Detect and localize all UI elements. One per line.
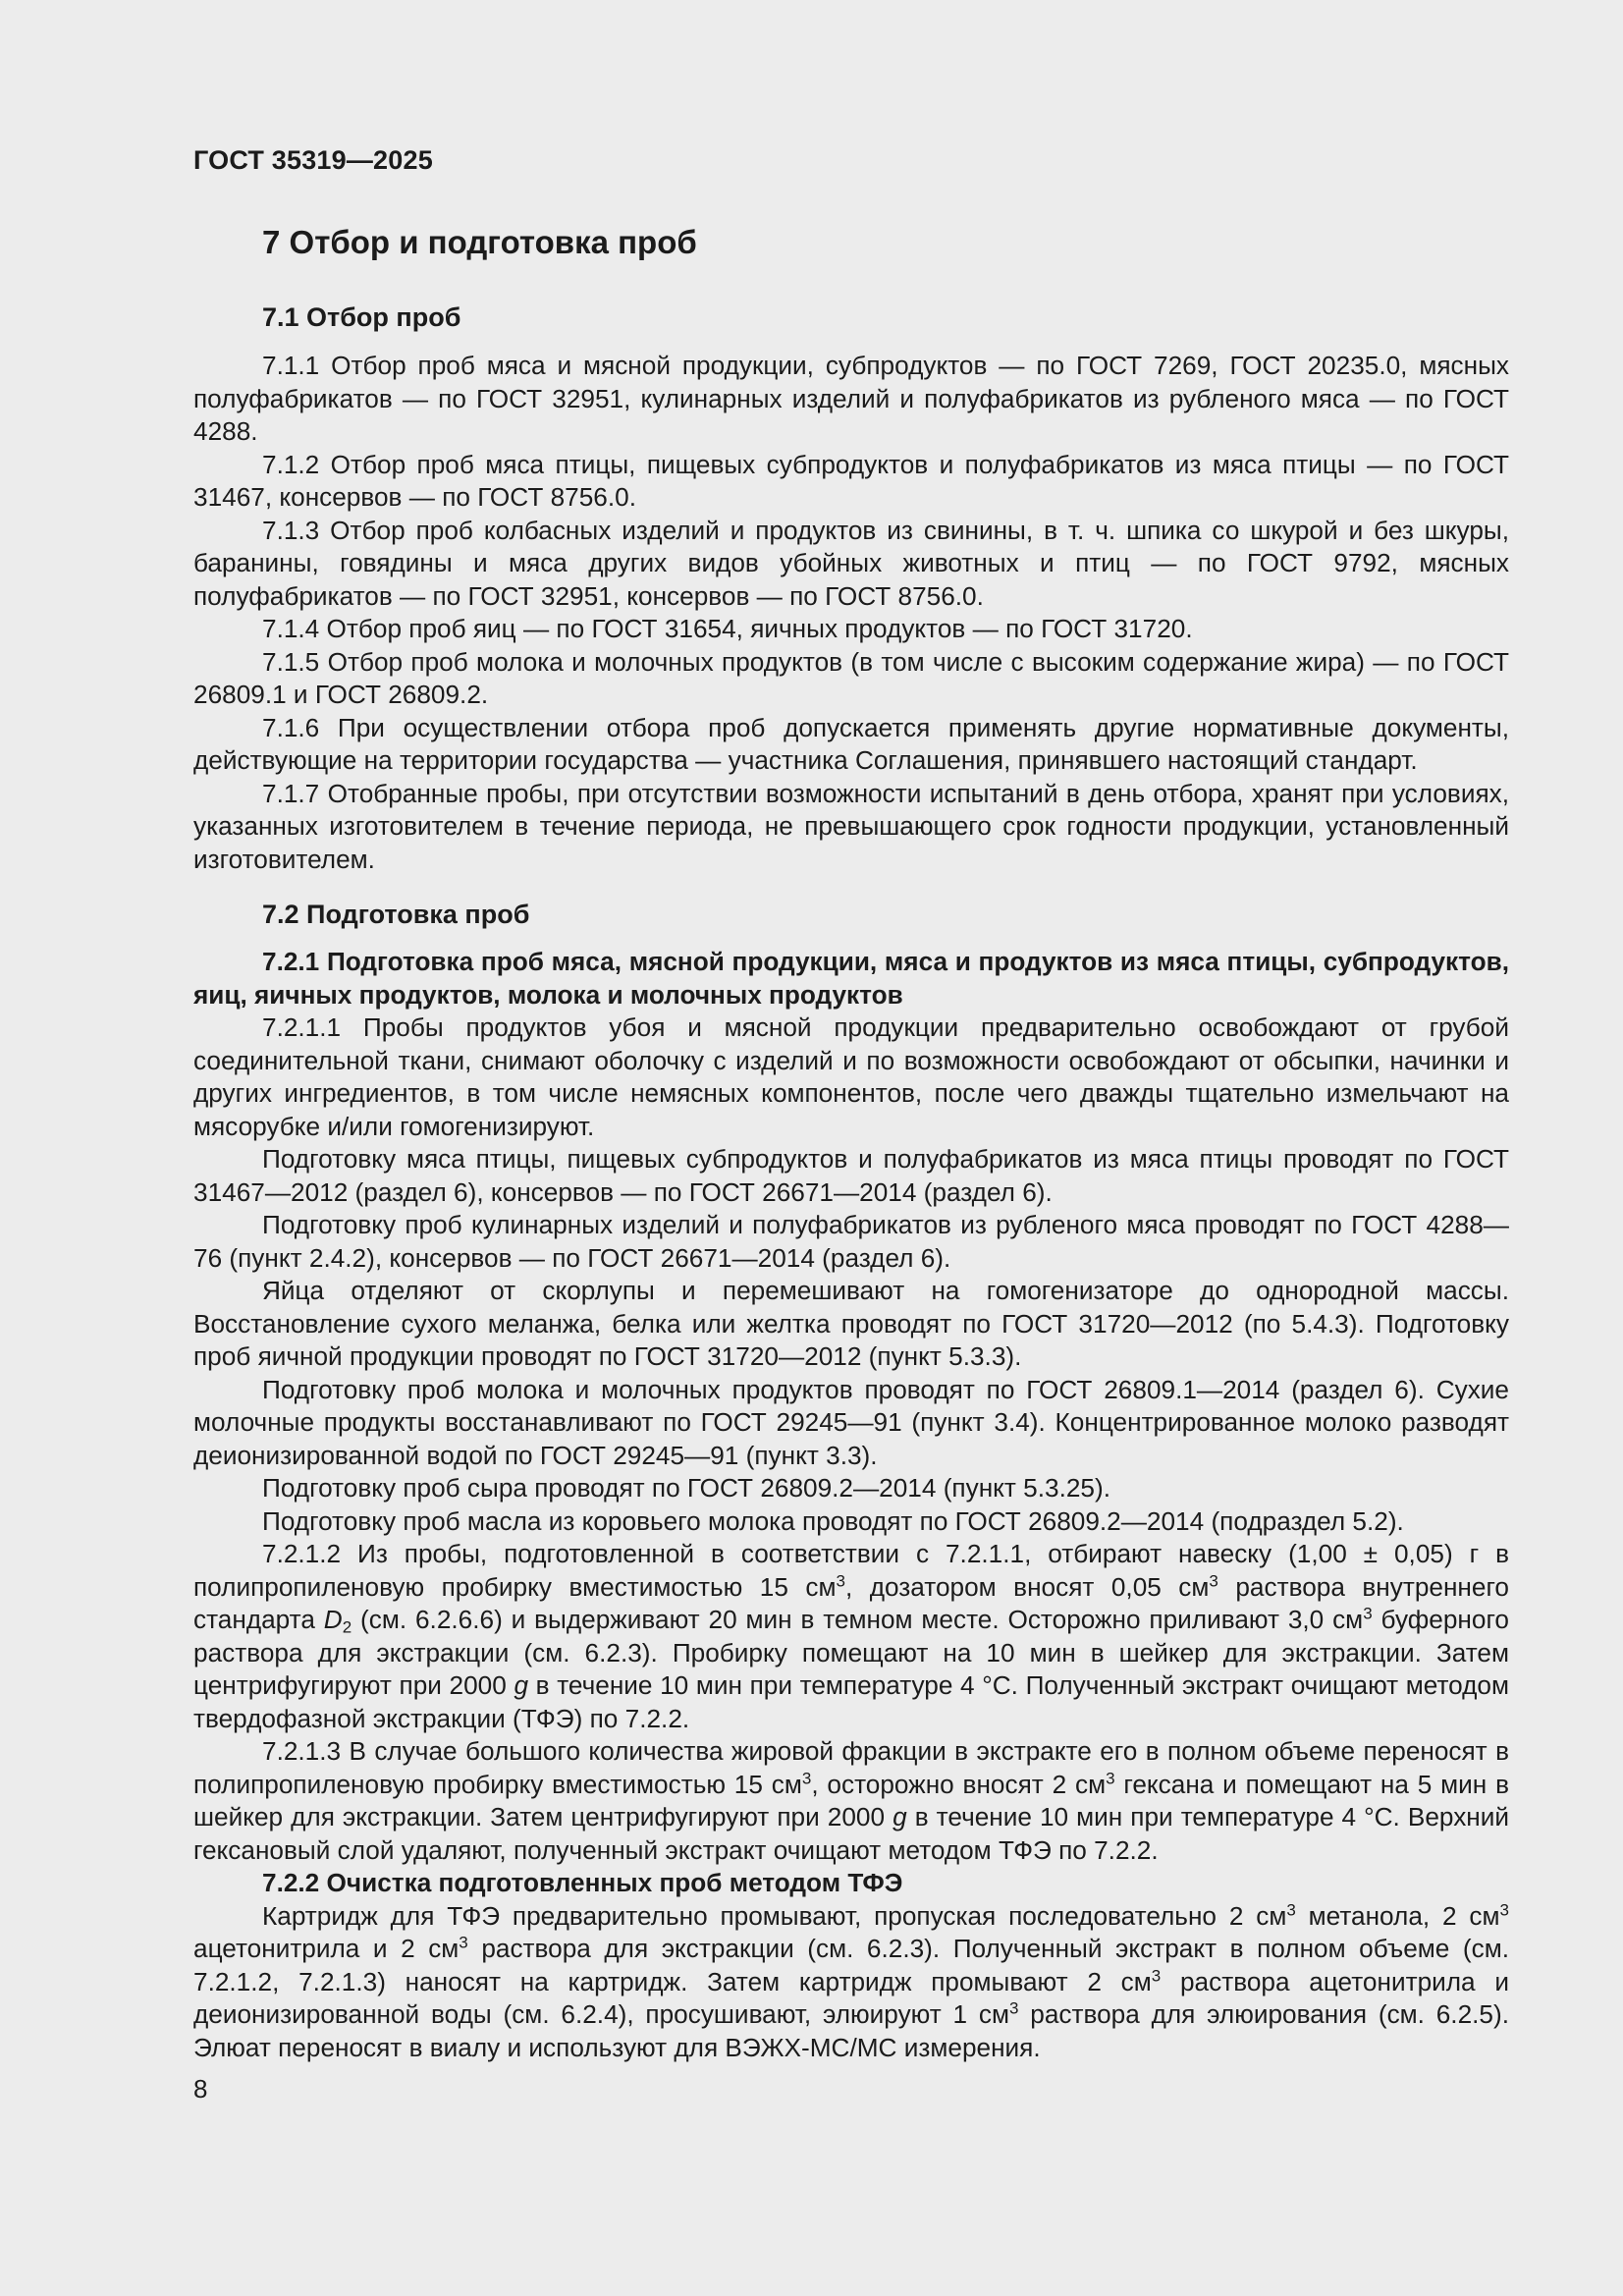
paragraph-7-1-2: 7.1.2 Отбор проб мяса птицы, пищевых субпродуктов и полуфабрикатов из мяса птицы — по ГОСТ 31467, консервов — по ГОСТ 8756.0. (193, 449, 1509, 512)
page-number: 8 (193, 2074, 208, 2104)
paragraph-7-1-7: 7.1.7 Отобранные пробы, при отсутствии возможности испытаний в день отбора, хранят при условиях, указанных изготовителем в течение периода, не превышающего срок годности продукции, установленный изготовителем. (193, 778, 1509, 874)
paragraph-butter-prep: Подготовку проб масла из коровьего молока проводят по ГОСТ 26809.2—2014 (подраздел 5.2). (262, 1505, 1404, 1536)
section-title: 7 Отбор и подготовка проб (262, 224, 697, 260)
paragraph-7-2-2-body: Картридж для ТФЭ предварительно промывают, пропуская последовательно 2 $см^3$ метанола, 2 $см^3$ ацетонитрила и 2 $см^3$ раствора для экстракции (см. 6.2.3). Полученный экстракт в полном объеме (см. 7.2.1.2, 7.2.1.3) наносят на картридж. Затем картридж промывают 2 $см^3$ раствора ацетонитрила и деионизированной воды (см. 6.2.4), просушивают, элюируют 1 $см^3$ раствора для элюирования (см. 6.2.5). Элюат переносят в виалу и используют для ВЭЖХ-МС/МС измерения. (193, 1900, 1509, 2062)
paragraph-7-1-1: 7.1.1 Отбор проб мяса и мясной продукции, субпродуктов — по ГОСТ 7269, ГОСТ 20235.0, мясных полуфабрикатов — по ГОСТ 32951, кулинарных изделий и полуфабрикатов из рубленого мяса — по ГОСТ 4288. (193, 351, 1509, 446)
paragraph-7-1-3: 7.1.3 Отбор проб колбасных изделий и продуктов из свинины, в т. ч. шпика со шкурой и без шкуры, баранины, говядины и мяса других видов убойных животных и птиц — по ГОСТ 9792, мясных полуфабрикатов — по ГОСТ 32951, консервов — по ГОСТ 8756.0. (193, 515, 1509, 611)
paragraph-7-1-4: 7.1.4 Отбор проб яиц — по ГОСТ 31654, яичных продуктов — по ГОСТ 31720. (262, 614, 1193, 643)
paragraph-poultry-prep: Подготовку мяса птицы, пищевых субпродуктов и полуфабрикатов из мяса птицы проводят по ГОСТ 31467—2012 (раздел 6), консервов — по ГОСТ 26671—2014 (раздел 6). (193, 1144, 1509, 1207)
paragraph-eggs-prep: Яйца отделяют от скорлупы и перемешивают на гомогенизаторе до однородной массы. Восстановление сухого меланжа, белка или желтка проводят по ГОСТ 31720—2012 (по 5.4.3). Подготовку проб яичной продукции проводят по ГОСТ 31720—2012 (пункт 5.3.3). (193, 1276, 1509, 1371)
heading-7-2-1: 7.2.1 Подготовка проб мяса, мясной продукции, мяса и продуктов из мяса птицы, субпродуктов, яиц, яичных продуктов, молока и молочных продуктов (193, 947, 1509, 1010)
paragraph-7-2-1-3: 7.2.1.3 В случае большого количества жировой фракции в экстракте его в полном объеме переносят в полипропиленовую пробирку вместимостью 15 $см^3$, осторожно вносят 2 $см^3$ гексана и помещают на 5 мин в шейкер для экстракции. Затем центрифугируют при 2000 g в течение 10 мин при температуре 4 °С. Верхний гексановый слой удаляют, полученный экстракт очищают методом ТФЭ по 7.2.2. (193, 1736, 1509, 1865)
paragraph-7-1-6: 7.1.6 При осуществлении отбора проб допускается применять другие нормативные документы, действующие на территории государства — участника Соглашения, принявшего настоящий стандарт. (193, 712, 1509, 775)
subsection-title-7-1: 7.1 Отбор проб (262, 302, 461, 332)
subsection-7-2-body (193, 946, 1509, 2064)
subsection-7-1-body (193, 350, 1509, 876)
paragraph-milk-prep: Подготовку проб молока и молочных продуктов проводят по ГОСТ 26809.1—2014 (раздел 6). Сухие молочные продукты восстанавливают по ГОСТ 29245—91 (пункт 3.4). Концентрированное молоко разводят деионизированной водой по ГОСТ 29245—91 (пункт 3.3). (193, 1374, 1509, 1470)
paragraph-7-2-1-2: 7.2.1.2 Из пробы, подготовленной в соответствии с 7.2.1.1, отбирают навеску (1,00 ± 0,05) г в полипропиленовую пробирку вместимостью 15 $см^3$, дозатором вносят 0,05 $см^3$ раствора внутреннего стандарта $D_2$ (см. 6.2.6.6) и выдерживают 20 мин в темном месте. Осторожно приливают 3,0 $см^3$ буферного раствора для экстракции (см. 6.2.3). Пробирку помещают на 10 мин в шейкер для экстракции. Затем центрифугируют при 2000 g в течение 10 мин при температуре 4 °С. Полученный экстракт очищают методом твердофазной экстракции (ТФЭ) по 7.2.2. (193, 1539, 1510, 1733)
paragraph-7-2-1-1: 7.2.1.1 Пробы продуктов убоя и мясной продукции предварительно освобождают от грубой соединительной ткани, снимают оболочку с изделий и по возможности освобождают от обсыпки, начинки и других ингредиентов, в том числе немясных компонентов, после чего дважды тщательно измельчают на мясорубке и/или гомогенизируют. (193, 1012, 1509, 1141)
paragraph-cheese-prep: Подготовку проб сыра проводят по ГОСТ 26809.2—2014 (пункт 5.3.25). (262, 1473, 1110, 1503)
paragraph-7-1-5: 7.1.5 Отбор проб молока и молочных продуктов (в том числе с высоким содержание жира) — по ГОСТ 26809.1 и ГОСТ 26809.2. (193, 646, 1509, 709)
heading-7-2-2: 7.2.2 Очистка подготовленных проб методом ТФЭ (262, 1868, 903, 1897)
paragraph-culinary-prep: Подготовку проб кулинарных изделий и полуфабрикатов из рубленого мяса проводят по ГОСТ 4288—76 (пункт 2.4.2), консервов — по ГОСТ 26671—2014 (раздел 6). (193, 1210, 1509, 1273)
subsection-title-7-2: 7.2 Подготовка проб (262, 900, 530, 929)
document-id: ГОСТ 35319—2025 (193, 145, 433, 175)
